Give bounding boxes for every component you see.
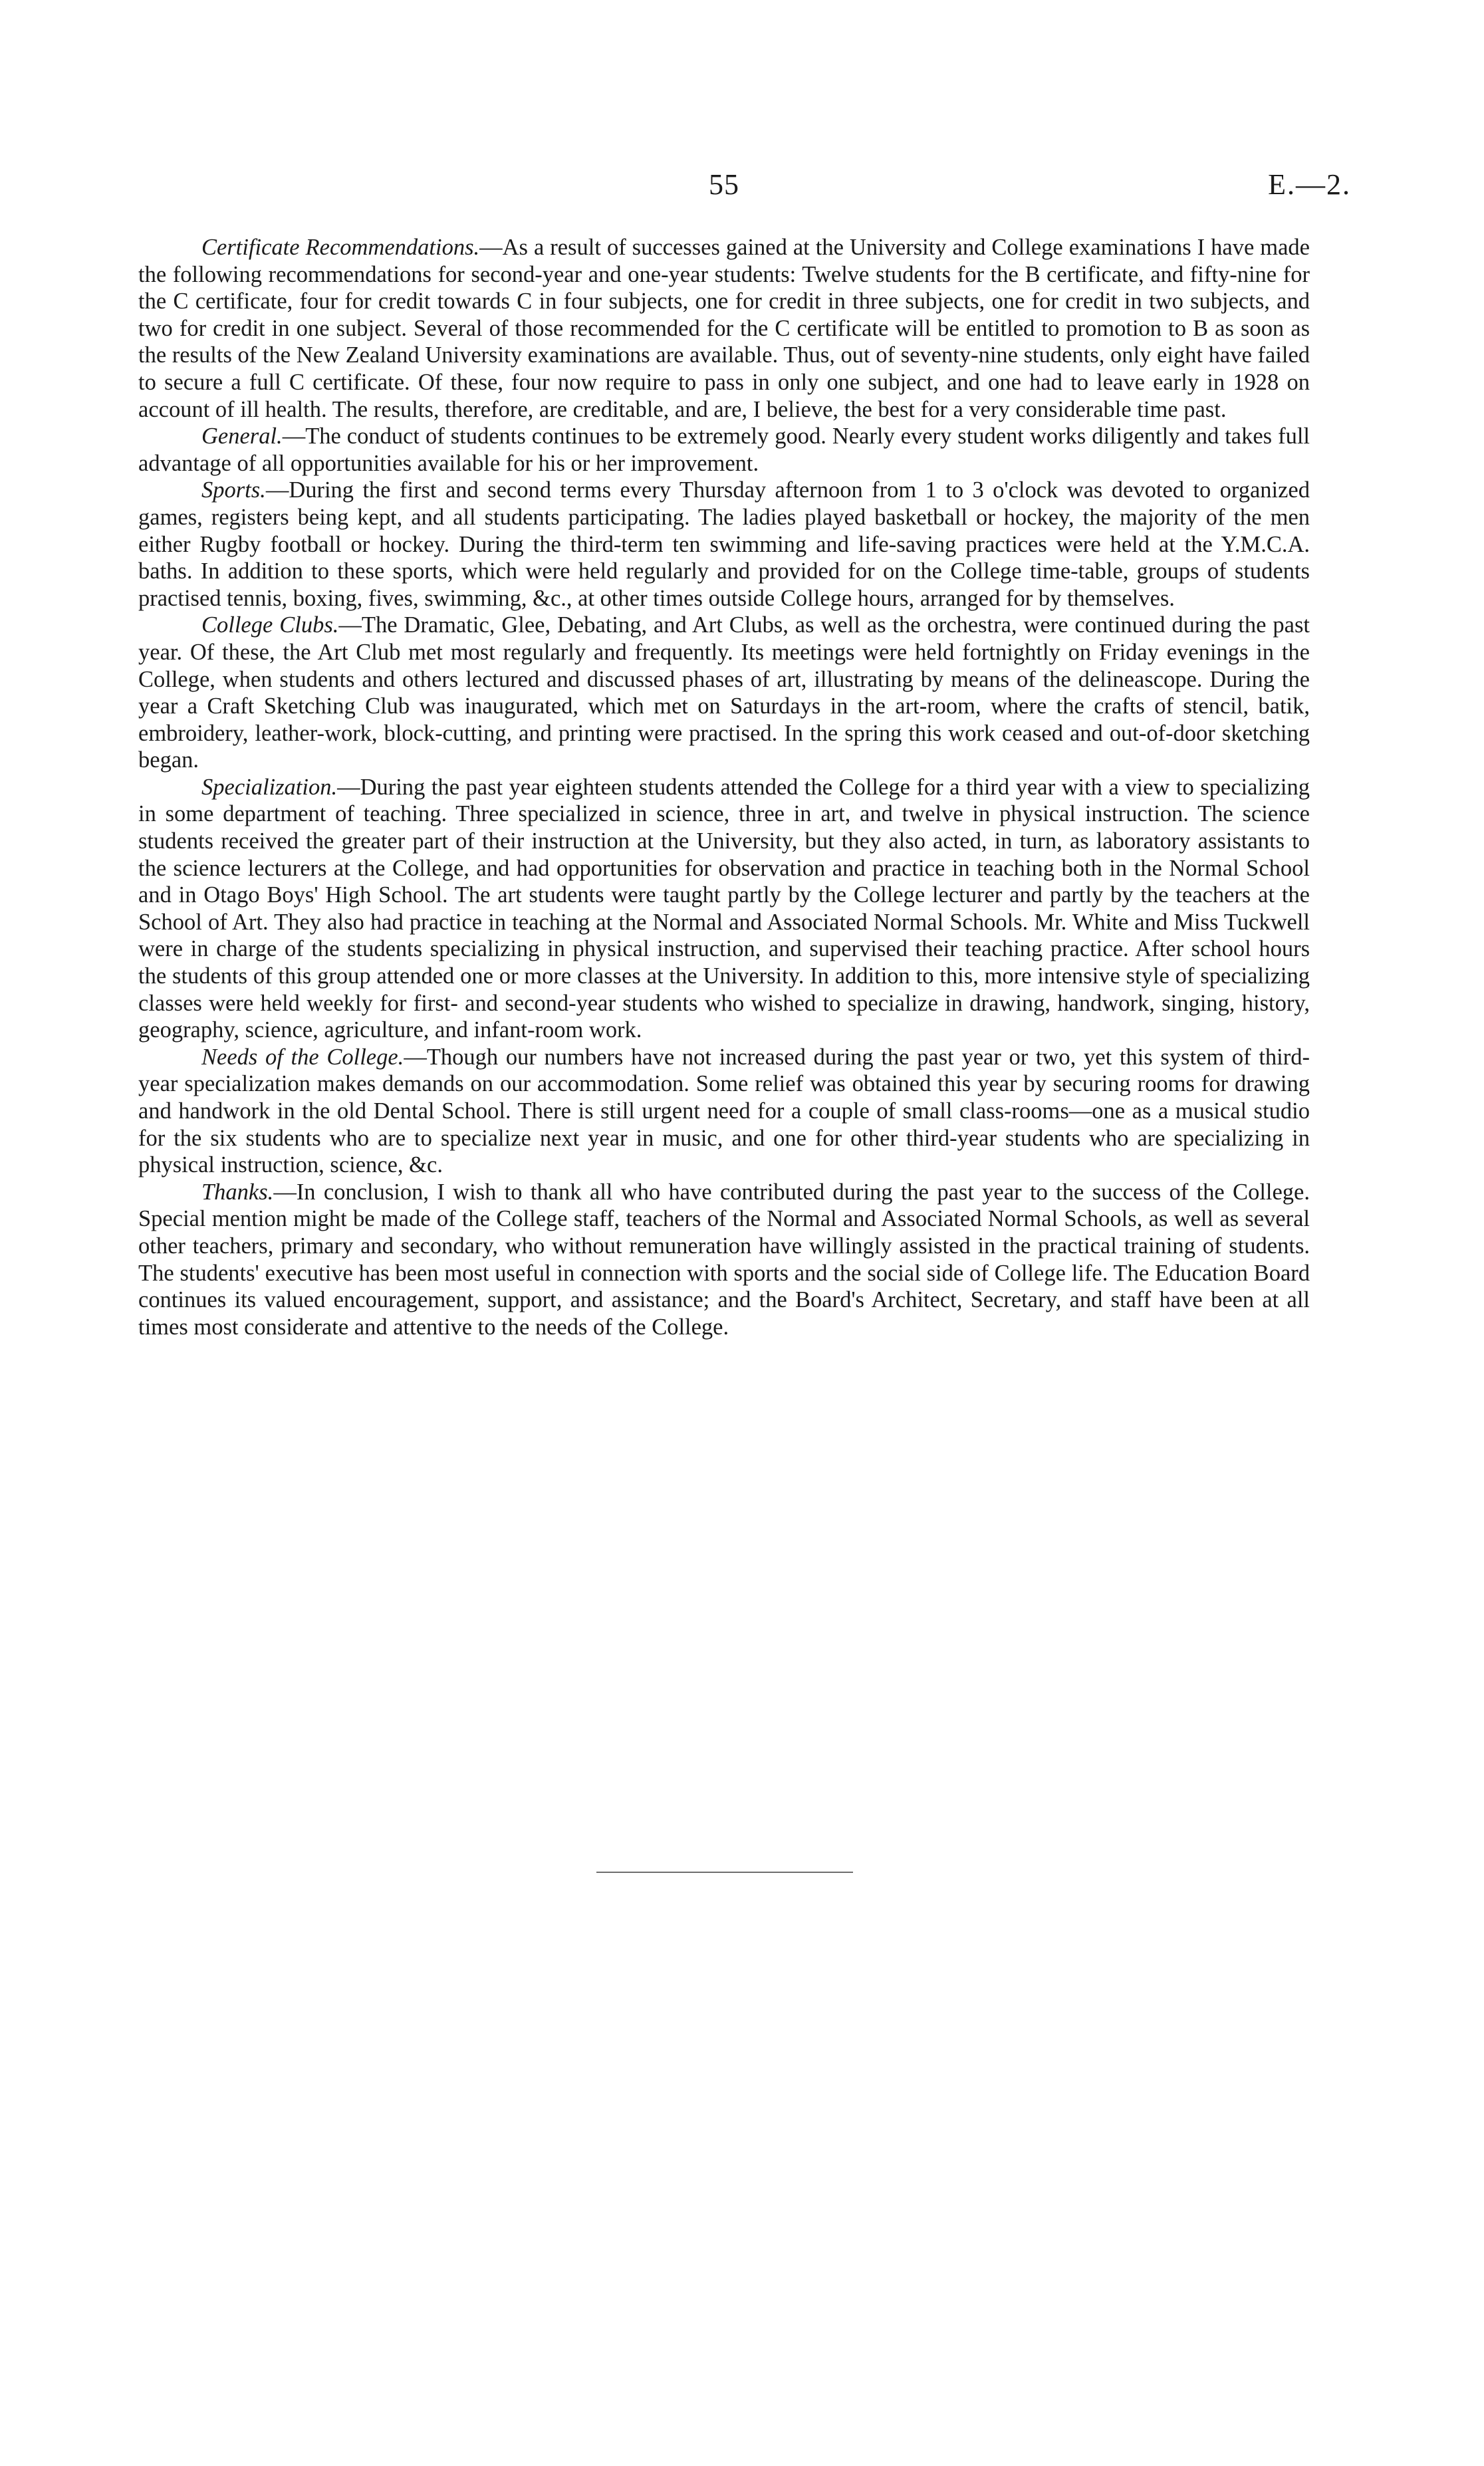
paragraph-heading: Specialization. [201,774,338,800]
page-number: 55 [709,168,739,201]
paragraph-specialization [138,774,1310,1044]
paragraph-text: —In conclusion, I wish to thank all who have contributed during the past year to the success of the College. Special mention might be made of the College staff, teachers of the Normal and Associated Normal Schools, as well as several other teachers, primary and secondary, who without remuneration have willingly assisted in the practical training of students. The students' executive has been most useful in connection with sports and the social side of College life. The Education Board continues its valued encouragement, support, and assistance; and the Board's Architect, Secretary, and staff have been at all times most considerate and attentive to the needs of the College. [138,1179,1310,1340]
paragraph-heading: Certificate Recommendations. [201,235,480,260]
paragraph-heading: Sports. [201,477,266,503]
paragraph-text: —The Dramatic, Glee, Debating, and Art Clubs, as well as the orchestra, were continued during the past year. Of these, the Art Club met most regularly and frequently. Its meetings were held fortnightly on Friday evenings in the College, when students and others lectured and discussed phases of art, illustrating by means of the delineascope. During the year a Craft Sketching Club was inaugurated, which met on Saturdays in the art-room, where the crafts of stencil, batik, embroidery, leather-work, block-cutting, and printing were practised. In the spring this work ceased and out-of-door sketching began. [138,612,1310,773]
closing-rule [596,1872,853,1873]
paragraph-thanks [138,1179,1310,1341]
paragraph-heading: General. [201,424,283,449]
paragraph-text: —During the first and second terms every Thursday afternoon from 1 to 3 o'clock was devoted to organized games, registers being kept, and all students participating. The ladies played basketball or hockey, the majority of the men either Rugby football or hockey. During the third-term ten swimming and life-saving practices were held at the Y.M.C.A. baths. In addition to these sports, which were held regularly and provided for on the College time-table, groups of students practised tennis, boxing, fives, swimming, &c., at other times outside College hours, arranged for by themselves. [138,477,1310,611]
paragraph-text: —During the past year eighteen students attended the College for a third year with a view to specializing in some department of teaching. Three specialized in science, three in art, and twelve in physical instruction. The science students received the greater part of their instruction at the University, but they also acted, in turn, as laboratory assistants to the science lecturers at the College, and had opportunities for observation and practice in teaching both in the Normal School and in Otago Boys' High School. The art students were taught partly by the College lecturer and partly by the teachers at the School of Art. They also had practice in teaching at the Normal and Associated Normal Schools. Mr. White and Miss Tuckwell were in charge of the students specializing in physical instruction, and supervised their teaching practice. After school hours the students of this group attended one or more classes at the University. In addition to this, more intensive style of specializing classes were held weekly for first- and second-year students who wished to specialize in drawing, handwork, singing, history, geography, science, agriculture, and infant-room work. [138,774,1310,1043]
paragraph-heading: Thanks. [201,1179,274,1205]
paragraph-heading: College Clubs. [201,612,339,638]
paragraph-heading: Needs of the College. [201,1044,404,1070]
paragraph-college-clubs [138,612,1310,774]
paragraph-general [138,423,1310,477]
document-reference: E.—2. [1268,168,1351,201]
paragraph-sports [138,477,1310,612]
paragraph-text: —As a result of successes gained at the University and College examinations I have made the following recommendations for second-year and one-year students: Twelve students for the B certificate, and fifty-nine for the C certificate, four for credit towards C in four subjects, one for credit in three subjects, one for credit in two subjects, and two for credit in one subject. Several of those recommended for the C certificate will be entitled to promotion to B as soon as the results of the New Zealand University examinations are available. Thus, out of seventy-nine students, only eight have failed to secure a full C certificate. Of these, four now require to pass in only one subject, and one had to leave early in 1928 on account of ill health. The results, therefore, are creditable, and are, I believe, the best for a very considerable time past. [138,235,1310,422]
report-body [138,234,1310,1340]
paragraph-text: —The conduct of students continues to be extremely good. Nearly every student works diligently and takes full advantage of all opportunities available for his or her improvement. [138,424,1310,476]
paragraph-needs-of-the-college [138,1044,1310,1179]
paragraph-text: —Though our numbers have not increased during the past year or two, yet this system of third-year specialization makes demands on our accommodation. Some relief was obtained this year by securing rooms for drawing and handwork in the old Dental School. There is still urgent need for a couple of small class-rooms—one as a musical studio for the six students who are to specialize next year in music, and one for other third-year students who are specializing in physical instruction, science, &c. [138,1044,1310,1178]
paragraph-certificate-recommendations [138,234,1310,423]
